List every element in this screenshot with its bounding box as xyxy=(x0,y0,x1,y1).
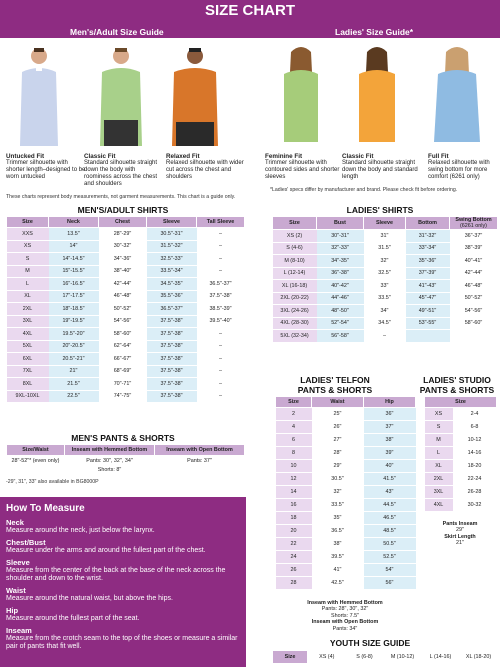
ms-cell: 36.5"-37" xyxy=(197,278,245,291)
ms-cell: 14" xyxy=(49,240,99,253)
ms-header-0: Size xyxy=(7,217,49,228)
ladies-shirts-title: LADIES' SHIRTS xyxy=(346,205,414,215)
ms-cell: L xyxy=(7,278,49,291)
ls-cell: 34" xyxy=(364,305,406,318)
ms-cell: 15"-15.5" xyxy=(49,265,99,278)
table-row xyxy=(276,538,416,551)
tp-cell: 41" xyxy=(312,564,364,577)
tp-cell: 8 xyxy=(276,447,312,460)
table-row xyxy=(425,486,497,499)
st-cell: 3XL xyxy=(425,486,453,499)
ls-cell: 58"-60" xyxy=(450,317,498,330)
classic-fit-caption: Classic Fit Standard silhouette straight down the body with roominess across the chest and shoulders xyxy=(84,153,158,188)
tp-header-size: Size xyxy=(276,397,312,408)
ms-cell: – xyxy=(197,353,245,366)
tp-cell: 44.5" xyxy=(364,499,416,512)
ls-cell: 37"-39" xyxy=(406,267,450,280)
mens-guide-title: Men's/Adult Size Guide xyxy=(70,27,164,37)
measure-waist: Waist Measure around the natural waist, but above the hips. xyxy=(6,586,173,603)
ms-cell: 22.5" xyxy=(49,390,99,403)
ls-cell: 50"-52" xyxy=(450,292,498,305)
ls-cell: 5XL (32-34) xyxy=(273,330,317,343)
ms-cell: 37.5"-38" xyxy=(147,390,197,403)
ls-cell: 31" xyxy=(364,230,406,243)
ms-cell: 19"-19.5" xyxy=(49,315,99,328)
table-row xyxy=(7,290,245,303)
mp-header-open: Inseam with Open Bottom xyxy=(155,445,245,456)
table-row xyxy=(425,408,497,421)
ms-cell: – xyxy=(197,378,245,391)
ms-cell: XXS xyxy=(7,228,49,241)
table-row xyxy=(7,303,245,316)
studio-title: LADIES' STUDIO PANTS & SHORTS xyxy=(419,375,495,395)
ms-cell: 37.5"-38" xyxy=(147,365,197,378)
relaxed-fit-photo xyxy=(166,42,224,150)
classic-fit-photo xyxy=(92,42,150,150)
table-row xyxy=(273,305,498,318)
tp-cell: 2 xyxy=(276,408,312,421)
ms-cell: 20"-20.5" xyxy=(49,340,99,353)
ls-cell: 40"-41" xyxy=(450,255,498,268)
ls-header-bottom: Bottom xyxy=(406,217,450,230)
ms-cell: 58"-60" xyxy=(99,328,147,341)
ls-cell: 32.5" xyxy=(364,267,406,280)
ms-cell: 37.5"-38" xyxy=(147,340,197,353)
ms-cell: – xyxy=(197,365,245,378)
table-row xyxy=(7,390,245,403)
ls-header-sleeve: Sleeve xyxy=(364,217,406,230)
ms-cell: 66"-67" xyxy=(99,353,147,366)
ls-cell: XS (2) xyxy=(273,230,317,243)
tp-cell: 38" xyxy=(364,434,416,447)
ms-cell: 20.5"-21" xyxy=(49,353,99,366)
measure-sleeve: Sleeve Measure from the center of the back at the base of the neck across the shoulder and down to the wrist. xyxy=(6,557,226,583)
tp-cell: 39.5" xyxy=(312,551,364,564)
tp-cell: 30.5" xyxy=(312,473,364,486)
ms-cell: – xyxy=(197,390,245,403)
tp-cell: 22 xyxy=(276,538,312,551)
tp-cell: 35" xyxy=(312,512,364,525)
ms-cell: 28"-29" xyxy=(99,228,147,241)
mens-pants-footnote: -29", 31", 33" also available in BG8000P xyxy=(6,479,99,485)
table-row xyxy=(276,473,416,486)
tp-cell: 4 xyxy=(276,421,312,434)
ms-cell: 32.5"-33" xyxy=(147,253,197,266)
tp-cell: 20 xyxy=(276,525,312,538)
ls-cell: L (12-14) xyxy=(273,267,317,280)
ms-cell: 19.5"-20" xyxy=(49,328,99,341)
table-row xyxy=(425,434,497,447)
mp-open-pants: Pants: 37" xyxy=(155,456,245,466)
measure-chest: Chest/Bust Measure under the arms and around the fullest part of the chest. xyxy=(6,537,206,554)
ls-cell: 4XL (28-30) xyxy=(273,317,317,330)
ls-cell: 46"-48" xyxy=(450,280,498,293)
st-cell: 6-8 xyxy=(453,421,497,434)
table-row xyxy=(7,328,245,341)
telfon-table xyxy=(275,396,416,590)
ms-cell: 70"-71" xyxy=(99,378,147,391)
telfon-inseam: Inseam with Hemmed Bottom Pants: 28", 30", 32" Shorts: 7.5" Inseam with Open Bottom Pants: 34" xyxy=(307,600,383,632)
ms-cell: 74"-75" xyxy=(99,390,147,403)
tp-cell: 36" xyxy=(364,408,416,421)
ms-cell: 6XL xyxy=(7,353,49,366)
ladies-chart-note: *Ladies' specs differ by manufacturer and brand. Please check fit before ordering. xyxy=(270,187,458,193)
ms-cell: 34"-36" xyxy=(99,253,147,266)
table-row xyxy=(276,577,416,590)
ms-cell: 37.5"-38" xyxy=(147,353,197,366)
table-row xyxy=(7,253,245,266)
ms-cell: 9XL-10XL xyxy=(7,390,49,403)
ms-cell: – xyxy=(197,328,245,341)
tp-header-hip: Hip xyxy=(364,397,416,408)
mens-pants-table xyxy=(6,444,245,475)
tp-cell: 18 xyxy=(276,512,312,525)
tp-cell: 29" xyxy=(312,460,364,473)
ms-cell: 14"-14.5" xyxy=(49,253,99,266)
youth-size-cell: XL (18-20) xyxy=(460,651,498,664)
mens-shirts-title: MEN'S/ADULT SHIRTS xyxy=(77,205,169,215)
ms-cell: M xyxy=(7,265,49,278)
tp-cell: 26" xyxy=(312,421,364,434)
tp-cell: 56" xyxy=(364,577,416,590)
tp-cell: 33.5" xyxy=(312,499,364,512)
youth-title: YOUTH SIZE GUIDE xyxy=(329,638,411,648)
youth-size-cell: M (10-12) xyxy=(384,651,422,664)
ls-cell: 30"-31" xyxy=(317,230,364,243)
st-cell: 2XL xyxy=(425,473,453,486)
how-to-measure-panel xyxy=(0,497,246,667)
ms-cell: 7XL xyxy=(7,365,49,378)
ms-cell: 46"-48" xyxy=(99,290,147,303)
ms-header-3: Sleeve xyxy=(147,217,197,228)
table-row xyxy=(425,460,497,473)
ls-header-bust: Bust xyxy=(317,217,364,230)
ms-cell: – xyxy=(197,228,245,241)
ls-cell: 36"-37" xyxy=(450,230,498,243)
ls-cell: 52"-54" xyxy=(317,317,364,330)
ms-cell: 16"-16.5" xyxy=(49,278,99,291)
youth-size-cell: S (6-8) xyxy=(346,651,384,664)
tp-cell: 32" xyxy=(312,486,364,499)
table-row xyxy=(7,240,245,253)
feminine-fit-caption: Feminine Fit Trimmer silhouette with contoured sides and shorter sleeves xyxy=(265,153,340,181)
ls-cell: 40"-42" xyxy=(317,280,364,293)
ms-cell: XL xyxy=(7,290,49,303)
ms-cell: 30"-32" xyxy=(99,240,147,253)
ls-cell: 49"-51" xyxy=(406,305,450,318)
ms-cell: 68"-69" xyxy=(99,365,147,378)
table-row xyxy=(276,486,416,499)
ms-cell: 34.5"-35" xyxy=(147,278,197,291)
ls-cell: 42"-44" xyxy=(450,267,498,280)
mp-header-size: Size/Waist xyxy=(7,445,65,456)
ms-cell: 36.5"-37" xyxy=(147,303,197,316)
table-row xyxy=(273,292,498,305)
ls-cell: 53"-55" xyxy=(406,317,450,330)
ls-cell: XL (16-18) xyxy=(273,280,317,293)
mens-shirts-table xyxy=(6,216,245,403)
tp-cell: 26 xyxy=(276,564,312,577)
st-cell: 22-24 xyxy=(453,473,497,486)
ls-cell: 54"-56" xyxy=(450,305,498,318)
ms-cell: 3XL xyxy=(7,315,49,328)
ladies-shirts-table xyxy=(272,216,498,343)
ms-header-2: Chest xyxy=(99,217,147,228)
ls-header-swing: Swing Bottom (6261 only) xyxy=(450,217,498,230)
ls-cell: 35"-36" xyxy=(406,255,450,268)
table-row xyxy=(273,255,498,268)
table-row xyxy=(273,330,498,343)
ms-cell: 42"-44" xyxy=(99,278,147,291)
tp-cell: 48.5" xyxy=(364,525,416,538)
ms-cell: 18"-18.5" xyxy=(49,303,99,316)
studio-table xyxy=(424,396,497,512)
table-row xyxy=(7,378,245,391)
ls-cell: 34.5" xyxy=(364,317,406,330)
mp-hemmed-pants: Pants: 30", 32", 34" xyxy=(65,456,155,466)
ls-cell: M (8-10) xyxy=(273,255,317,268)
how-to-measure-title: How To Measure xyxy=(6,503,85,514)
table-row xyxy=(276,421,416,434)
tp-cell: 42.5" xyxy=(312,577,364,590)
st-cell: 26-28 xyxy=(453,486,497,499)
table-row xyxy=(273,317,498,330)
ms-cell: 17"-17.5" xyxy=(49,290,99,303)
st-cell: 4XL xyxy=(425,499,453,512)
ms-cell: 2XL xyxy=(7,303,49,316)
table-row xyxy=(276,408,416,421)
table-row xyxy=(7,315,245,328)
untucked-fit-photo xyxy=(10,42,68,150)
ms-cell: 8XL xyxy=(7,378,49,391)
ls-cell: 48"-50" xyxy=(317,305,364,318)
full-fit-photo xyxy=(428,42,486,150)
ls-cell: 33"-34" xyxy=(406,242,450,255)
ms-cell: 37.5"-38" xyxy=(147,378,197,391)
telfon-title: LADIES' TELFON PANTS & SHORTS xyxy=(297,375,373,395)
relaxed-fit-caption: Relaxed Fit Relaxed silhouette with wider cut across the chest and shoulders xyxy=(166,153,244,181)
table-row xyxy=(276,512,416,525)
mp-header-hemmed: Inseam with Hemmed Bottom xyxy=(65,445,155,456)
ms-cell: S xyxy=(7,253,49,266)
ls-cell xyxy=(450,330,498,343)
st-cell: L xyxy=(425,447,453,460)
table-row xyxy=(276,447,416,460)
page-title: SIZE CHART xyxy=(205,2,295,19)
tp-cell: 50.5" xyxy=(364,538,416,551)
ms-cell: 13.5" xyxy=(49,228,99,241)
tp-cell: 41.5" xyxy=(364,473,416,486)
table-row xyxy=(425,447,497,460)
mp-hemmed-shorts: Shorts: 8" xyxy=(65,466,155,475)
ls-cell: 38"-39" xyxy=(450,242,498,255)
ls-cell: – xyxy=(364,330,406,343)
tp-cell: 28" xyxy=(312,447,364,460)
table-row xyxy=(7,265,245,278)
youth-table xyxy=(272,650,498,664)
ms-cell: 62"-64" xyxy=(99,340,147,353)
tp-cell: 28 xyxy=(276,577,312,590)
ls-cell: 3XL (24-26) xyxy=(273,305,317,318)
ls-cell: S (4-6) xyxy=(273,242,317,255)
mens-chart-note: These charts represent body measurements, not garment measurements. This chart is a guide only. xyxy=(6,194,236,200)
tp-cell: 46.5" xyxy=(364,512,416,525)
feminine-fit-photo xyxy=(272,42,330,150)
ms-cell: 38"-40" xyxy=(99,265,147,278)
ladies-classic-fit-caption: Classic Fit Standard silhouette straight down the body and standard length xyxy=(342,153,418,181)
ls-cell: 32"-33" xyxy=(317,242,364,255)
tp-cell: 36.5" xyxy=(312,525,364,538)
studio-inseam: Pants Inseam 29" Skirt Length 21" xyxy=(442,521,478,547)
ls-cell: 2XL (20-22) xyxy=(273,292,317,305)
ls-cell: 36"-38" xyxy=(317,267,364,280)
st-header-size: Size xyxy=(425,397,497,408)
table-row xyxy=(425,499,497,512)
table-row xyxy=(276,564,416,577)
table-row xyxy=(276,551,416,564)
mens-pants-title: MEN'S PANTS & SHORTS xyxy=(71,433,175,443)
tp-cell: 16 xyxy=(276,499,312,512)
st-cell: 14-16 xyxy=(453,447,497,460)
ms-cell: 37.5"-38" xyxy=(147,315,197,328)
ls-cell: 56"-58" xyxy=(317,330,364,343)
tp-cell: 43" xyxy=(364,486,416,499)
tp-cell: 52.5" xyxy=(364,551,416,564)
table-row xyxy=(7,353,245,366)
ls-cell: 44"-46" xyxy=(317,292,364,305)
header-bar xyxy=(0,0,500,38)
tp-header-waist: Waist xyxy=(312,397,364,408)
ms-cell: 21.5" xyxy=(49,378,99,391)
table-row xyxy=(425,421,497,434)
ms-cell: – xyxy=(197,265,245,278)
full-fit-caption: Full Fit Relaxed silhouette with swing bottom for more comfort (6261 only) xyxy=(428,153,490,181)
table-row xyxy=(273,242,498,255)
youth-size-cell: L (14-16) xyxy=(422,651,460,664)
st-cell: 18-20 xyxy=(453,460,497,473)
ls-cell: 31.5" xyxy=(364,242,406,255)
measure-neck: Neck Measure around the neck, just below the larynx. xyxy=(6,518,155,534)
ms-cell: 37.5"-38" xyxy=(197,290,245,303)
st-cell: XS xyxy=(425,408,453,421)
measure-inseam: Inseam Measure from the crotch seam to the top of the shoes or measure a similar pair of pants that fit well. xyxy=(6,625,238,651)
table-row xyxy=(273,267,498,280)
table-row xyxy=(276,434,416,447)
tp-cell: 12 xyxy=(276,473,312,486)
table-row xyxy=(7,340,245,353)
tp-cell: 40" xyxy=(364,460,416,473)
tp-cell: 37" xyxy=(364,421,416,434)
tp-cell: 54" xyxy=(364,564,416,577)
ms-cell: 50"-52" xyxy=(99,303,147,316)
ladies-classic-fit-photo xyxy=(348,42,406,150)
ms-cell: XS xyxy=(7,240,49,253)
ms-cell: 39.5"-40" xyxy=(197,315,245,328)
ms-cell: 30.5"-31" xyxy=(147,228,197,241)
ms-cell: 35.5"-36" xyxy=(147,290,197,303)
table-row xyxy=(7,228,245,241)
ls-cell: 41"-43" xyxy=(406,280,450,293)
ms-header-4: Tall Sleeve xyxy=(197,217,245,228)
tp-cell: 6 xyxy=(276,434,312,447)
ls-cell: 32" xyxy=(364,255,406,268)
ms-header-1: Neck xyxy=(49,217,99,228)
ms-cell: 33.5"-34" xyxy=(147,265,197,278)
st-cell: 2-4 xyxy=(453,408,497,421)
table-row xyxy=(276,499,416,512)
ms-cell: 5XL xyxy=(7,340,49,353)
mp-size: 28"-52"* (even only) xyxy=(7,456,65,466)
table-row xyxy=(276,525,416,538)
st-cell: XL xyxy=(425,460,453,473)
ms-cell: 54"-56" xyxy=(99,315,147,328)
youth-size-cell: XS (4) xyxy=(308,651,346,664)
ls-cell: 34"-35" xyxy=(317,255,364,268)
tp-cell: 14 xyxy=(276,486,312,499)
tp-cell: 25" xyxy=(312,408,364,421)
ms-cell: 37.5"-38" xyxy=(147,328,197,341)
measure-hip: Hip Measure around the fullest part of the seat. xyxy=(6,605,140,622)
ms-cell: 31.5"-32" xyxy=(147,240,197,253)
table-row xyxy=(276,460,416,473)
ls-header-size: Size xyxy=(273,217,317,230)
ls-cell: 45"-47" xyxy=(406,292,450,305)
ms-cell: 4XL xyxy=(7,328,49,341)
ms-cell: 21" xyxy=(49,365,99,378)
ls-cell: 31"-32" xyxy=(406,230,450,243)
ls-cell: 33.5" xyxy=(364,292,406,305)
st-cell: M xyxy=(425,434,453,447)
st-cell: 10-12 xyxy=(453,434,497,447)
tp-cell: 24 xyxy=(276,551,312,564)
tp-cell: 10 xyxy=(276,460,312,473)
tp-cell: 39" xyxy=(364,447,416,460)
st-cell: S xyxy=(425,421,453,434)
table-row xyxy=(425,473,497,486)
table-row xyxy=(7,278,245,291)
ladies-guide-title: Ladies' Size Guide* xyxy=(335,27,414,37)
untucked-fit-caption: Untucked Fit Trimmer silhouette with shorter length–designed to be worn untucked xyxy=(6,153,86,181)
ms-cell: 38.5"-39" xyxy=(197,303,245,316)
ms-cell: – xyxy=(197,253,245,266)
st-cell: 30-32 xyxy=(453,499,497,512)
table-row xyxy=(273,280,498,293)
table-row xyxy=(7,365,245,378)
ls-cell xyxy=(406,330,450,343)
tp-cell: 27" xyxy=(312,434,364,447)
ms-cell: – xyxy=(197,240,245,253)
yt-label: Size xyxy=(273,651,308,664)
table-row xyxy=(273,230,498,243)
ls-cell: 33" xyxy=(364,280,406,293)
ms-cell: – xyxy=(197,340,245,353)
tp-cell: 38" xyxy=(312,538,364,551)
